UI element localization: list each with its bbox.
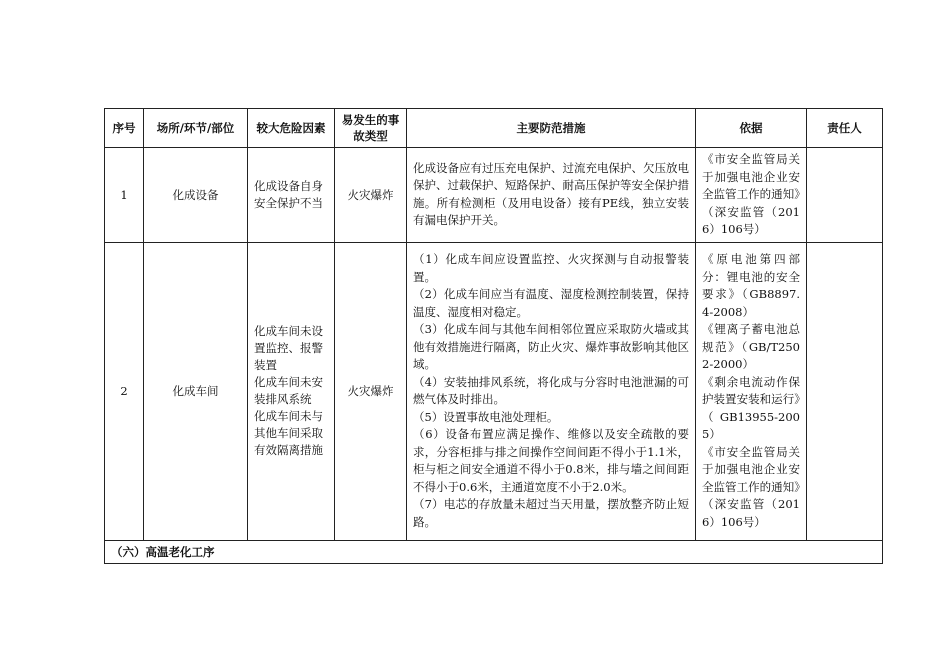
hazard-line: 化成车间未设置监控、报警装置 [254, 324, 323, 372]
table-row [105, 148, 883, 243]
row-owner [807, 242, 883, 540]
measure-line: （6）设备布置应满足操作、维修以及安全疏散的要求，分容柜排与排之间操作空间间距不得小于1.1米，柜与柜之间安全通道不得小于0.8米，排与墙之间间距不得小于0.6米，主通道宽度不小于2.0米。 [413, 427, 689, 494]
section-title: （六）高温老化工序 [105, 540, 883, 563]
measure-line: （3）化成车间与其他车间相邻位置应采取防火墙或其他有效措施进行隔离，防止火灾、爆炸事故影响其他区域。 [413, 322, 689, 371]
hazard-table [104, 108, 883, 564]
measure-line: （5）设置事故电池处理柜。 [413, 409, 559, 424]
row-no: 1 [105, 148, 144, 243]
hazard-line: 化成车间未与其他车间采取有效隔离措施 [254, 409, 323, 457]
row-place: 化成车间 [144, 242, 248, 540]
header-no: 序号 [105, 109, 144, 148]
row-accident: 火灾爆炸 [335, 148, 407, 243]
measure-line: （4）安装抽排风系统，将化成与分容时电池泄漏的可燃气体及时排出。 [413, 374, 689, 406]
basis-line: 《市安全监管局关于加强电池企业安全监管工作的通知》（深安监管（2016）106号） [702, 152, 800, 236]
hazard-line: 化成设备自身安全保护不当 [254, 178, 323, 210]
row-accident: 火灾爆炸 [335, 242, 407, 540]
row-measures [407, 148, 696, 243]
measure-line: 化成设备应有过压充电保护、过流充电保护、欠压放电保护、过载保护、短路保护、耐高压保护等安全保护措施。所有检测柜（及用电设备）接有PE线，独立安装有漏电保护开关。 [413, 160, 689, 228]
table-row [105, 242, 883, 540]
section-row [105, 540, 883, 563]
row-hazard [248, 148, 335, 243]
row-hazard [248, 242, 335, 540]
table-header-row [105, 109, 883, 148]
row-basis [696, 242, 807, 540]
row-measures [407, 242, 696, 540]
hazard-line: 化成车间未安装排风系统 [254, 375, 323, 406]
basis-line: 《市安全监管局关于加强电池企业安全监管工作的通知》（深安监管（2016）106号） [702, 444, 800, 529]
row-basis [696, 148, 807, 243]
basis-line: 《锂离子蓄电池总规范》（GB/T2502-2000） [702, 322, 800, 371]
header-place: 场所/环节/部位 [144, 109, 248, 148]
measure-line: （7）电芯的存放量未超过当天用量，摆放整齐防止短路。 [413, 497, 689, 529]
basis-line: 《原电池第四部分：锂电池的安全要求》（GB8897.4-2008） [702, 252, 800, 319]
header-owner: 责任人 [807, 109, 883, 148]
measure-line: （1）化成车间应设置监控、火灾探测与自动报警装置。 [413, 252, 689, 284]
header-basis: 依据 [696, 109, 807, 148]
header-measures: 主要防范措施 [407, 109, 696, 148]
header-hazard: 较大危险因素 [248, 109, 335, 148]
row-no: 2 [105, 242, 144, 540]
basis-line: 《剩余电流动作保护装置安装和运行》（GB13955-2005） [702, 374, 800, 441]
row-place: 化成设备 [144, 148, 248, 243]
row-owner [807, 148, 883, 243]
header-accident: 易发生的事故类型 [335, 109, 407, 148]
measure-line: （2）化成车间应当有温度、湿度检测控制装置，保持温度、湿度相对稳定。 [413, 287, 689, 319]
